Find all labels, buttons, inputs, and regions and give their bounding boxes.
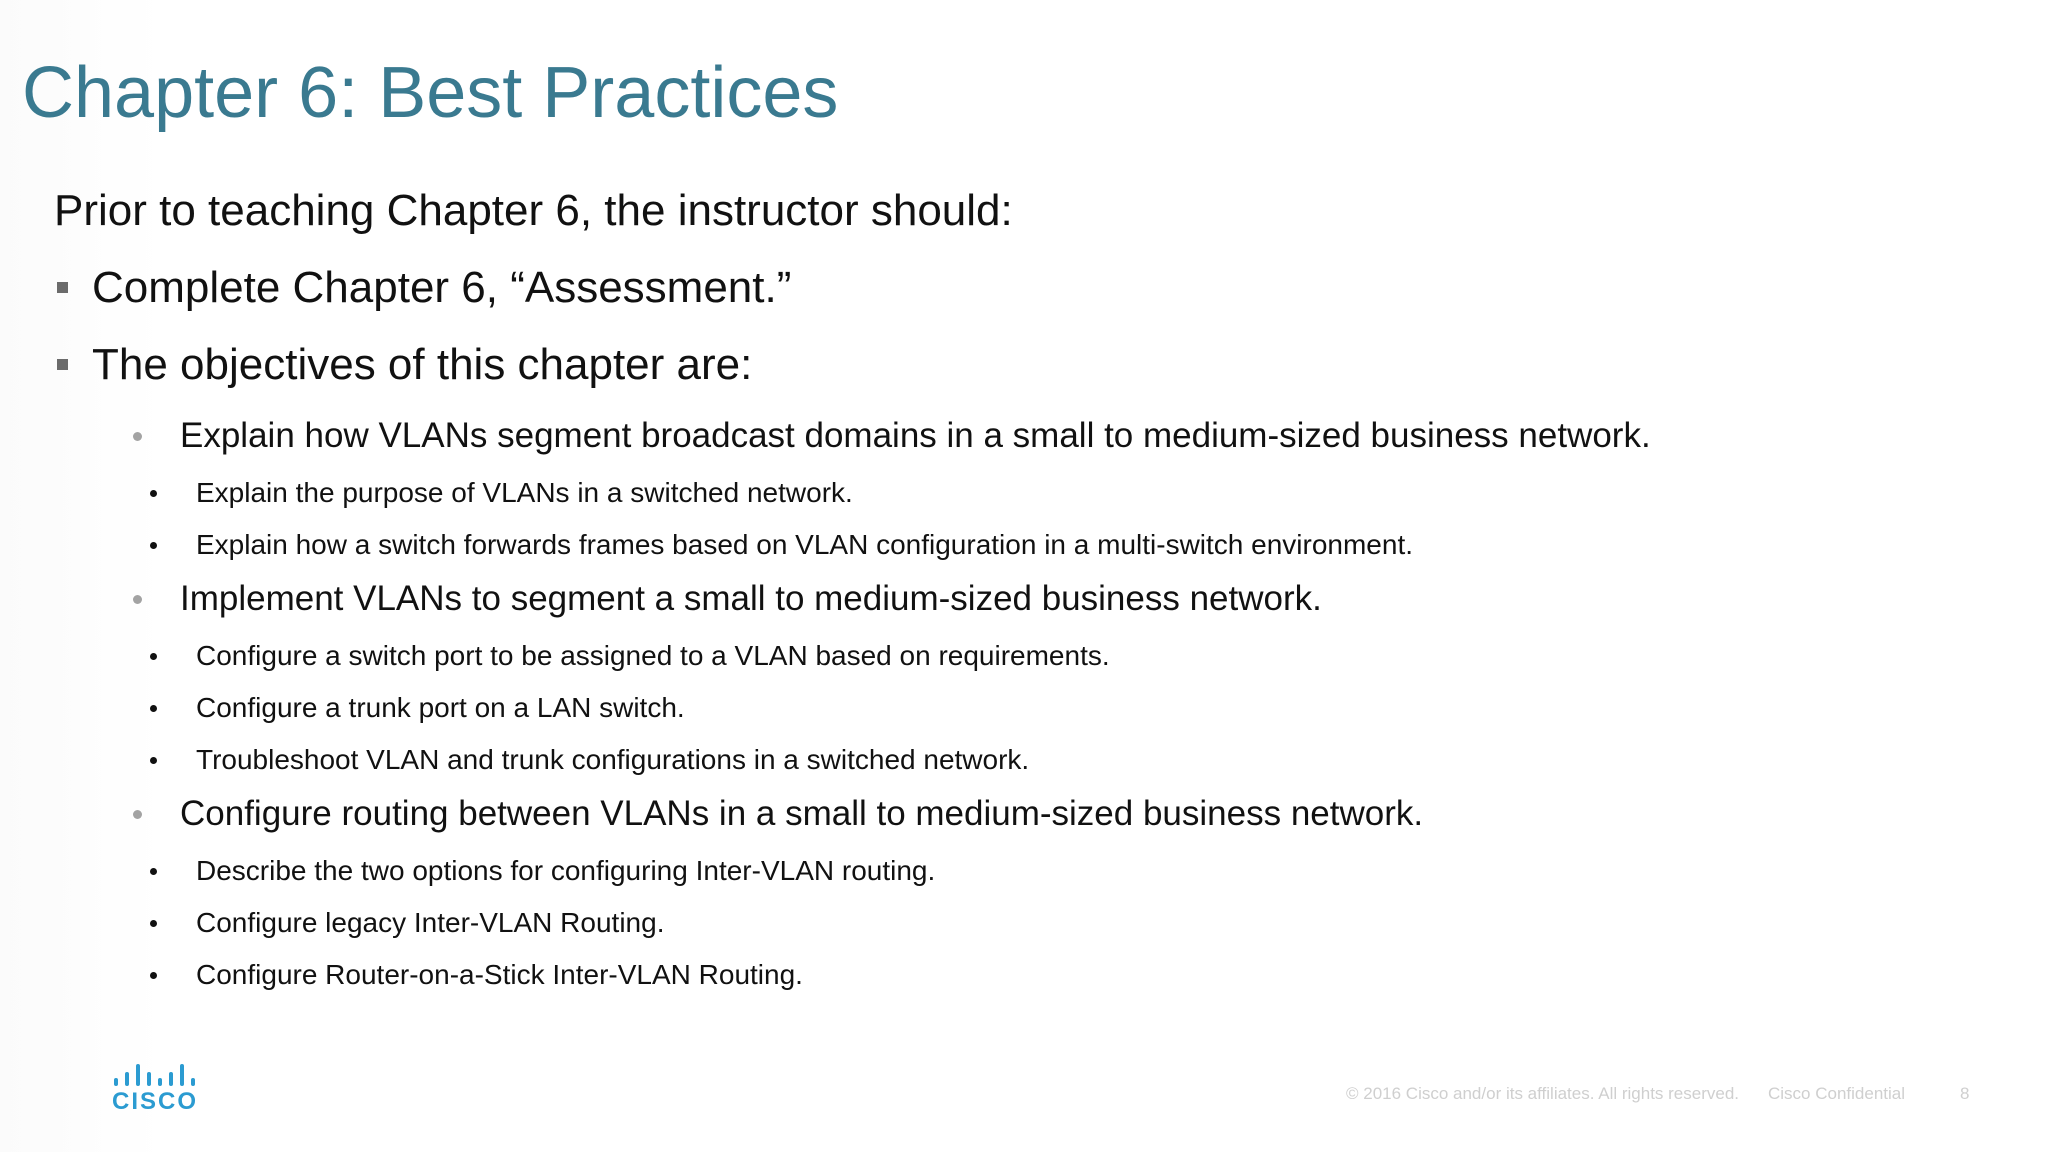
bullet-item: Configure routing between VLANs in a small to medium-sized business network.	[180, 794, 1424, 833]
small-bullet-icon	[150, 972, 157, 979]
page-number: 8	[1960, 1084, 1970, 1103]
bullet-item: Configure a trunk port on a LAN switch.	[196, 692, 685, 723]
intro-text: Prior to teaching Chapter 6, the instructor should:	[54, 186, 1013, 235]
small-bullet-icon	[150, 868, 157, 875]
footer-confidential: Cisco Confidential	[1768, 1084, 1906, 1103]
small-bullet-icon	[150, 490, 157, 497]
bullet-item: Complete Chapter 6, “Assessment.”	[92, 263, 792, 312]
cisco-bridge-bars-icon	[112, 1064, 196, 1086]
cisco-wordmark: CISCO	[112, 1088, 199, 1115]
slide-title: Chapter 6: Best Practices	[22, 53, 839, 133]
small-bullet-icon	[150, 705, 157, 712]
bullet-item: Explain how VLANs segment broadcast domains in a small to medium-sized business network.	[180, 416, 1651, 455]
bullet-item: Explain the purpose of VLANs in a switched network.	[196, 477, 853, 508]
footer-copyright: © 2016 Cisco and/or its affiliates. All rights reserved.	[1346, 1084, 1740, 1103]
round-bullet-icon	[133, 432, 142, 441]
bullet-item: Configure a switch port to be assigned to a VLAN based on requirements.	[196, 640, 1110, 671]
bullet-item: Configure legacy Inter-VLAN Routing.	[196, 907, 665, 938]
small-bullet-icon	[150, 920, 157, 927]
bullet-item: Troubleshoot VLAN and trunk configurations in a switched network.	[196, 744, 1030, 775]
round-bullet-icon	[133, 810, 142, 819]
small-bullet-icon	[150, 757, 157, 764]
bullet-item: Implement VLANs to segment a small to medium-sized business network.	[180, 579, 1322, 618]
small-bullet-icon	[150, 653, 157, 660]
round-bullet-icon	[133, 595, 142, 604]
small-bullet-icon	[150, 542, 157, 549]
bullet-item: Configure Router-on-a-Stick Inter-VLAN Routing.	[196, 959, 803, 990]
bullet-item: Describe the two options for configuring Inter-VLAN routing.	[196, 855, 936, 886]
bullet-item: Explain how a switch forwards frames based on VLAN configuration in a multi-switch environment.	[196, 529, 1414, 560]
bullet-item: The objectives of this chapter are:	[92, 340, 753, 389]
square-bullet-icon	[57, 359, 68, 370]
cisco-logo	[112, 1064, 199, 1115]
square-bullet-icon	[57, 282, 68, 293]
